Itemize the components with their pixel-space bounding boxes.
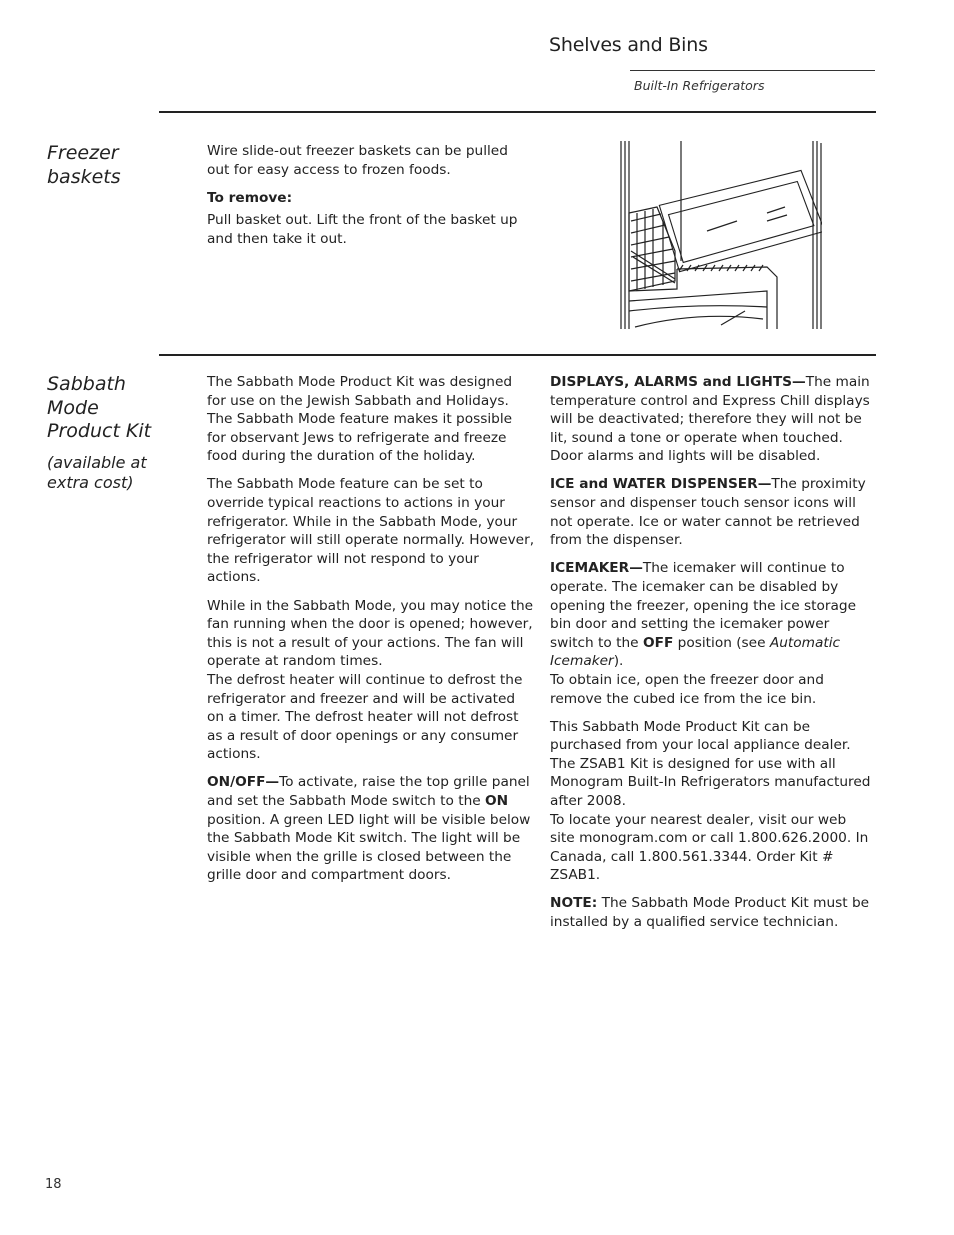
freezer-remove-text: Pull basket out. Lift the front of the basket up and then take it out.	[207, 212, 518, 247]
sabbath-heading-line3: Product Kit	[47, 420, 152, 442]
freezer-basket-illustration	[617, 141, 822, 331]
note-label: NOTE:	[550, 895, 598, 912]
icemaker-text: The icemaker will continue to operate. The icemaker can be disabled by opening the freezer, opening the ice storage bin door and setting the icemaker power switch to the	[550, 560, 856, 651]
freezer-heading-line2: baskets	[47, 165, 121, 188]
sabbath-fan-paragraph	[207, 597, 535, 764]
kit-purchase-paragraph	[550, 718, 872, 885]
onoff-text-rest: position. A green LED light will be visible below the Sabbath Mode Kit switch. The light will be visible when the grille is closed between the grille door and compartment doors.	[207, 811, 531, 884]
sabbath-column-right	[550, 373, 872, 941]
sabbath-override-paragraph: The Sabbath Mode feature can be set to override typical reactions to actions in your refrigerator. While in the Sabbath Mode, your refrigerator will still operate normally. However, the refrigerator will not respond to your actions.	[207, 476, 535, 586]
note-paragraph	[550, 894, 872, 931]
ice-water-text: The proximity sensor and dispenser touch sensor icons will not operate. Ice or water cannot be retrieved from the dispenser.	[550, 476, 866, 549]
section-divider-freezer	[159, 111, 876, 113]
freezer-intro: Wire slide-out freezer baskets can be pulled out for easy access to frozen foods.	[207, 143, 508, 178]
availability-line1: (available at	[47, 453, 147, 472]
onoff-label: ON/OFF—	[207, 774, 280, 791]
on-keyword: ON	[485, 792, 509, 809]
sabbath-heading-line1: Sabbath	[47, 373, 126, 395]
icemaker-obtain-text: To obtain ice, open the freezer door and remove the cubed ice from the ice bin.	[550, 671, 824, 707]
defrost-text: The defrost heater will continue to defrost the refrigerator and freezer and will be activated on a timer. The defrost heater will not defrost as a result of door openings or any consumer actions.	[207, 671, 523, 763]
icemaker-text-see: position (see	[673, 634, 770, 651]
icemaker-text-close: ).	[613, 653, 624, 670]
dealer-locate-text: To locate your nearest dealer, visit our web site monogram.com or call 1.800.626.2000. In Canada, call 1.800.561.3344. Order Kit # ZSAB1.	[550, 811, 869, 884]
to-remove-heading: To remove:	[207, 189, 293, 206]
page-section-subtitle: Built-In Refrigerators	[634, 78, 765, 93]
onoff-text: To activate, raise the top grille panel and set the Sabbath Mode switch to the	[207, 774, 530, 809]
sabbath-mode-heading	[47, 373, 151, 444]
availability-line2: extra cost)	[47, 473, 134, 492]
fan-text: While in the Sabbath Mode, you may notice the fan running when the door is opened; however, this is not a result of your actions. The fan will operate at random times.	[207, 597, 534, 670]
onoff-paragraph	[207, 773, 535, 885]
sabbath-heading-line2: Mode	[47, 396, 99, 419]
freezer-baskets-body	[207, 142, 525, 258]
freezer-heading-line1: Freezer	[47, 142, 119, 164]
displays-label: DISPLAYS, ALARMS and LIGHTS—	[550, 374, 806, 390]
displays-paragraph	[550, 373, 872, 466]
page-number: 18	[45, 1177, 62, 1192]
off-keyword: OFF	[642, 634, 674, 651]
ice-water-paragraph	[550, 475, 872, 549]
displays-text: The main temperature control and Express Chill displays will be deactivated; therefore they will not be lit, sound a tone or operate when touched. Door alarms and lights will be disabled.	[550, 374, 870, 465]
icemaker-paragraph	[550, 559, 872, 708]
header-divider	[630, 70, 875, 71]
kit-purchase-text: This Sabbath Mode Product Kit can be purchased from your local appliance dealer. The ZSAB1 Kit is designed for use with all Monogram Built-In Refrigerators manufactured after 2008.	[550, 718, 871, 809]
icemaker-label: ICEMAKER—	[550, 560, 643, 577]
sabbath-column-left	[207, 373, 535, 894]
ice-water-label: ICE and WATER DISPENSER—	[550, 476, 772, 493]
page-section-title: Shelves and Bins	[549, 34, 708, 56]
note-text: The Sabbath Mode Product Kit must be installed by a qualified service technician.	[550, 895, 870, 931]
sabbath-intro-paragraph: The Sabbath Mode Product Kit was designed for use on the Jewish Sabbath and Holidays. The Sabbath Mode feature makes it possible for observant Jews to refrigerate and freeze food during the duration of the holiday.	[207, 374, 513, 465]
section-divider-sabbath	[159, 354, 876, 356]
freezer-baskets-heading	[47, 142, 121, 189]
availability-note	[47, 453, 147, 493]
icemaker-reference: Automatic Icemaker	[550, 634, 841, 670]
